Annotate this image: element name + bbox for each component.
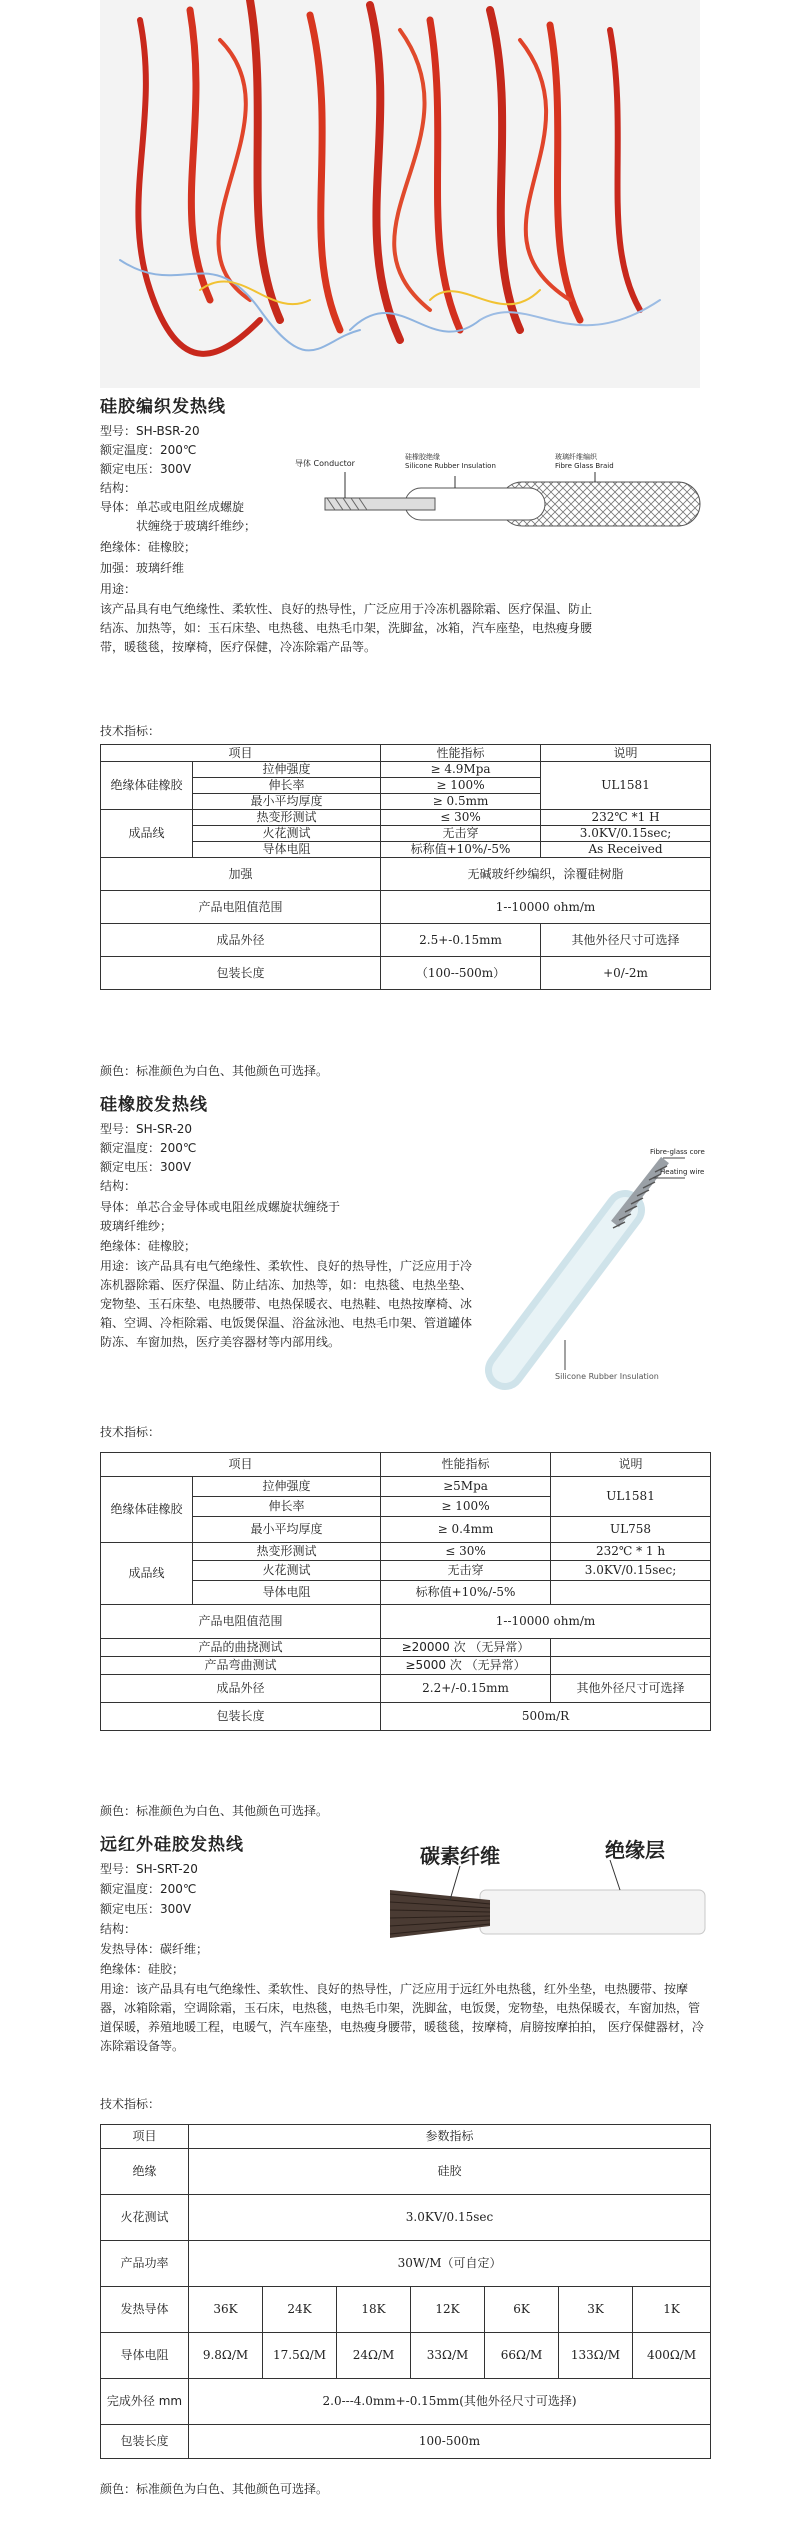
cell: 成品外径	[101, 924, 381, 957]
table-row	[101, 1675, 711, 1703]
cell: 其他外径尺寸可选择	[551, 1675, 711, 1703]
header-note: 说明	[541, 745, 711, 762]
cell: 33Ω/M	[411, 2333, 485, 2379]
cell: 1K	[633, 2287, 711, 2333]
cell: 火花测试	[193, 826, 381, 842]
cell: （100--500m）	[381, 957, 541, 990]
group-product: 成品线	[101, 810, 193, 858]
cell: UL1581	[541, 762, 711, 810]
cell: 133Ω/M	[559, 2333, 633, 2379]
cell: 3.0KV/0.15sec	[189, 2195, 711, 2241]
table-row	[101, 2241, 711, 2287]
table-row	[101, 1543, 711, 1561]
usage-text: 用途：该产品具有电气绝缘性、柔软性、良好的热导性，广泛应用于远红外电热毯，红外坐垫，电热腰带、按摩器，冰箱除霜，空调除霜，玉石床，电热毯，电热毛巾架，洗脚盆，电饭煲，宠物垫，电热保暖衣，车窗加热，管道保暖，养殖地暖工程，电暖气，汽车座垫，电热瘦身腰带，暖毯毯，按摩椅，肩膀按摩拍拍， 医疗保健器材，冷冻除霜设备等。	[100, 1982, 704, 2053]
reinforcement-line: 加强：玻璃纤维	[100, 561, 185, 575]
table-row	[101, 2333, 711, 2379]
cell: 热变形测试	[193, 1543, 381, 1561]
header-item: 项目	[101, 2125, 189, 2149]
table-row	[101, 2379, 711, 2425]
table-row	[101, 2287, 711, 2333]
cell: 硅胶	[189, 2149, 711, 2195]
table-row	[101, 1453, 711, 1477]
voltage-line: 额定电压：300V	[100, 1160, 192, 1174]
cell: 3.0KV/0.15sec;	[551, 1561, 711, 1581]
table-row	[101, 1477, 711, 1497]
structure-label: 结构：	[100, 1922, 137, 1936]
cell: ≥5000 次 （无异常）	[381, 1657, 551, 1675]
cell: 400Ω/M	[633, 2333, 711, 2379]
table-row	[101, 924, 711, 957]
header-param: 参数指标	[189, 2125, 711, 2149]
diagram-rubber-cn: 硅橡胶绝缘	[405, 453, 440, 461]
diagram-rubber-en: Silicone Rubber Insulation	[405, 462, 496, 470]
cell: 无击穿	[381, 1561, 551, 1581]
cell-empty	[551, 1581, 711, 1605]
cell: 完成外径 mm	[101, 2379, 189, 2425]
header-item: 项目	[101, 745, 381, 762]
cell: 加强	[101, 858, 381, 891]
structure-label: 结构：	[100, 481, 137, 495]
cell: 500m/R	[381, 1703, 711, 1731]
diagram-glass-cn: 玻璃纤维编织	[555, 453, 597, 461]
cell: 232℃ *1 H	[541, 810, 711, 826]
cell: 12K	[411, 2287, 485, 2333]
table-row	[101, 1657, 711, 1675]
cell: 1--10000 ohm/m	[381, 1605, 711, 1639]
cell: 发热导体	[101, 2287, 189, 2333]
cell: 标称值+10%/-5%	[381, 842, 541, 858]
cell: 6K	[485, 2287, 559, 2333]
cell: 绝缘	[101, 2149, 189, 2195]
cell: 2.0---4.0mm+-0.15mm(其他外径尺寸可选择)	[189, 2379, 711, 2425]
product-photo-heating-wires	[100, 0, 700, 388]
insulation-line: 绝缘体：硅橡胶；	[100, 1239, 197, 1253]
temp-line: 额定温度：200℃	[100, 1141, 197, 1155]
cell: 最小平均厚度	[193, 1517, 381, 1543]
cell: 232℃ * 1 h	[551, 1543, 711, 1561]
cell: 拉伸强度	[193, 762, 381, 778]
cell: 导体电阻	[193, 842, 381, 858]
color-note: 颜色：标准颜色为白色、其他颜色可选择。	[100, 1064, 329, 1078]
cell-empty	[551, 1639, 711, 1657]
structure-label: 结构：	[100, 1179, 137, 1193]
cell: 3.0KV/0.15sec;	[541, 826, 711, 842]
conductor-line-1: 导体：单芯或电阻丝成螺旋	[100, 500, 245, 514]
header-note: 说明	[551, 1453, 711, 1477]
diagram-rubber-label: Silicone Rubber Insulation	[555, 1372, 659, 1381]
diagram-heating-label: Heating wire	[660, 1168, 705, 1176]
table-row	[101, 2425, 711, 2459]
group-insulation: 绝缘体硅橡胶	[101, 762, 193, 810]
cell: 24K	[263, 2287, 337, 2333]
cell: 18K	[337, 2287, 411, 2333]
temp-line: 额定温度：200℃	[100, 443, 197, 457]
tech-spec-label: 技术指标：	[100, 724, 161, 738]
cell: 17.5Ω/M	[263, 2333, 337, 2379]
table-row	[101, 1703, 711, 1731]
cell: 包装长度	[101, 957, 381, 990]
table-row	[101, 891, 711, 924]
cell: ≥ 0.4mm	[381, 1517, 551, 1543]
table-row	[101, 842, 711, 858]
table-row	[101, 2149, 711, 2195]
cable-cross-section-diagram	[295, 452, 703, 532]
table-row	[101, 1561, 711, 1581]
cell: 热变形测试	[193, 810, 381, 826]
red-wire-bundle-illustration	[100, 0, 700, 388]
cell: 其他外径尺寸可选择	[541, 924, 711, 957]
header-item: 项目	[101, 1453, 381, 1477]
cell: UL758	[551, 1517, 711, 1543]
voltage-line: 额定电压：300V	[100, 462, 192, 476]
spec-table-3	[100, 2124, 711, 2459]
spec-table-2	[100, 1452, 711, 1731]
cell: As Received	[541, 842, 711, 858]
cell: 30W/M（可自定）	[189, 2241, 711, 2287]
table-row	[101, 1581, 711, 1605]
group-product: 成品线	[101, 1543, 193, 1605]
cable-diagram-svg	[295, 452, 703, 532]
cell: 产品的曲挠测试	[101, 1639, 381, 1657]
cell: 产品电阻值范围	[101, 891, 381, 924]
cell: 导体电阻	[193, 1581, 381, 1605]
insulation-line: 绝缘体：硅胶；	[100, 1962, 185, 1976]
cell: 9.8Ω/M	[189, 2333, 263, 2379]
cell: 无击穿	[381, 826, 541, 842]
model-line: 型号：SH-SRT-20	[100, 1862, 198, 1876]
cell: 产品电阻值范围	[101, 1605, 381, 1639]
cell: 包装长度	[101, 1703, 381, 1731]
cell: 包装长度	[101, 2425, 189, 2459]
cell: ≥5Mpa	[381, 1477, 551, 1497]
table-row	[101, 1605, 711, 1639]
cell: ≥ 0.5mm	[381, 794, 541, 810]
section-title: 远红外硅胶发热线	[100, 1835, 244, 1855]
cell: ≥ 4.9Mpa	[381, 762, 541, 778]
conductor-line: 发热导体：碳纤维；	[100, 1942, 209, 1956]
model-line: 型号：SH-SR-20	[100, 1122, 193, 1136]
group-insulation: 绝缘体硅橡胶	[101, 1477, 193, 1543]
table-row	[101, 1517, 711, 1543]
usage-text: 该产品具有电气绝缘性、柔软性、良好的热导性，广泛应用于冷冻机器除霜、医疗保温、防止结冻、加热等，如：玉石床垫、电热毯、电热毛巾架，洗脚盆，冰箱，汽车座垫，电热瘦身腰带，暖毯毯，按摩椅，医疗保健，冷冻除霜产品等。	[100, 602, 593, 654]
heating-wire-svg	[485, 1140, 710, 1390]
cell: 拉伸强度	[193, 1477, 381, 1497]
temp-line: 额定温度：200℃	[100, 1882, 197, 1896]
table-row	[101, 745, 711, 762]
cell: 1--10000 ohm/m	[381, 891, 711, 924]
conductor-line-2: 玻璃纤维纱；	[100, 1219, 173, 1233]
cell: 火花测试	[101, 2195, 189, 2241]
heating-wire-diagram	[485, 1140, 710, 1390]
color-note: 颜色：标准颜色为白色、其他颜色可选择。	[100, 2482, 329, 2496]
cell: 产品弯曲测试	[101, 1657, 381, 1675]
cell: 2.2+/-0.15mm	[381, 1675, 551, 1703]
table-row	[101, 810, 711, 826]
table-row	[101, 826, 711, 842]
table-row	[101, 1639, 711, 1657]
cell: 3K	[559, 2287, 633, 2333]
cell: 无碱玻纤纱编织，涂覆硅树脂	[381, 858, 711, 891]
cell: 成品外径	[101, 1675, 381, 1703]
cell: 伸长率	[193, 1497, 381, 1517]
cell-empty	[551, 1657, 711, 1675]
header-spec: 性能指标	[381, 1453, 551, 1477]
cell: UL1581	[551, 1477, 711, 1517]
diagram-glass-en: Fibre Glass Braid	[555, 462, 614, 470]
cell: 66Ω/M	[485, 2333, 559, 2379]
table-row	[101, 858, 711, 891]
cell: 导体电阻	[101, 2333, 189, 2379]
spec-table-1	[100, 744, 711, 990]
voltage-line: 额定电压：300V	[100, 1902, 192, 1916]
diagram-fibre-label: Fibre-glass core	[650, 1148, 705, 1156]
carbon-fiber-wire-diagram	[380, 1830, 710, 1950]
cell: ≤ 30%	[381, 810, 541, 826]
usage-text: 用途：该产品具有电气绝缘性、柔软性、良好的热导性，广泛应用于冷冻机器除霜、医疗保温、防止结冻、加热等，如：电热毯、电热坐垫、宠物垫、玉石床垫、电热腰带、电热保暖衣、电热鞋、电热按摩椅、冰箱、空调、冷柜除霜、电饭煲保温、浴盆泳池、电热毛巾架、管道罐体防冻、车窗加热，医疗美容器材等内部用线。	[100, 1259, 473, 1349]
cell: 2.5+-0.15mm	[381, 924, 541, 957]
tech-spec-label: 技术指标：	[100, 1425, 161, 1439]
cell: ≥ 100%	[381, 778, 541, 794]
conductor-line-1: 导体：单芯合金导体或电阻丝成螺旋状缠绕于	[100, 1200, 341, 1214]
section-title: 硅胶编织发热线	[100, 397, 226, 417]
diagram-carbon-label: 碳素纤维	[420, 1844, 500, 1868]
header-spec: 性能指标	[381, 745, 541, 762]
table-row	[101, 762, 711, 778]
insulation-line: 绝缘体：硅橡胶；	[100, 540, 197, 554]
cell: 伸长率	[193, 778, 381, 794]
table-row	[101, 2125, 711, 2149]
cell: ≤ 30%	[381, 1543, 551, 1561]
cell: 火花测试	[193, 1561, 381, 1581]
conductor-line-2: 状缠绕于玻璃纤维纱；	[136, 519, 257, 533]
cell: 最小平均厚度	[193, 794, 381, 810]
cell: 24Ω/M	[337, 2333, 411, 2379]
diagram-conductor-label: 导体 Conductor	[295, 459, 355, 468]
cell: 100-500m	[189, 2425, 711, 2459]
table-row	[101, 957, 711, 990]
tech-spec-label: 技术指标：	[100, 2097, 161, 2111]
section-title: 硅橡胶发热线	[100, 1095, 208, 1115]
diagram-insulation-label: 绝缘层	[605, 1838, 665, 1862]
usage-label: 用途：	[100, 582, 137, 596]
cell: ≥20000 次 （无异常）	[381, 1639, 551, 1657]
cell: 36K	[189, 2287, 263, 2333]
cell: +0/-2m	[541, 957, 711, 990]
table-row	[101, 2195, 711, 2241]
cell: 产品功率	[101, 2241, 189, 2287]
color-note: 颜色：标准颜色为白色、其他颜色可选择。	[100, 1804, 329, 1818]
model-line: 型号：SH-BSR-20	[100, 424, 200, 438]
cell: ≥ 100%	[381, 1497, 551, 1517]
cell: 标称值+10%/-5%	[381, 1581, 551, 1605]
